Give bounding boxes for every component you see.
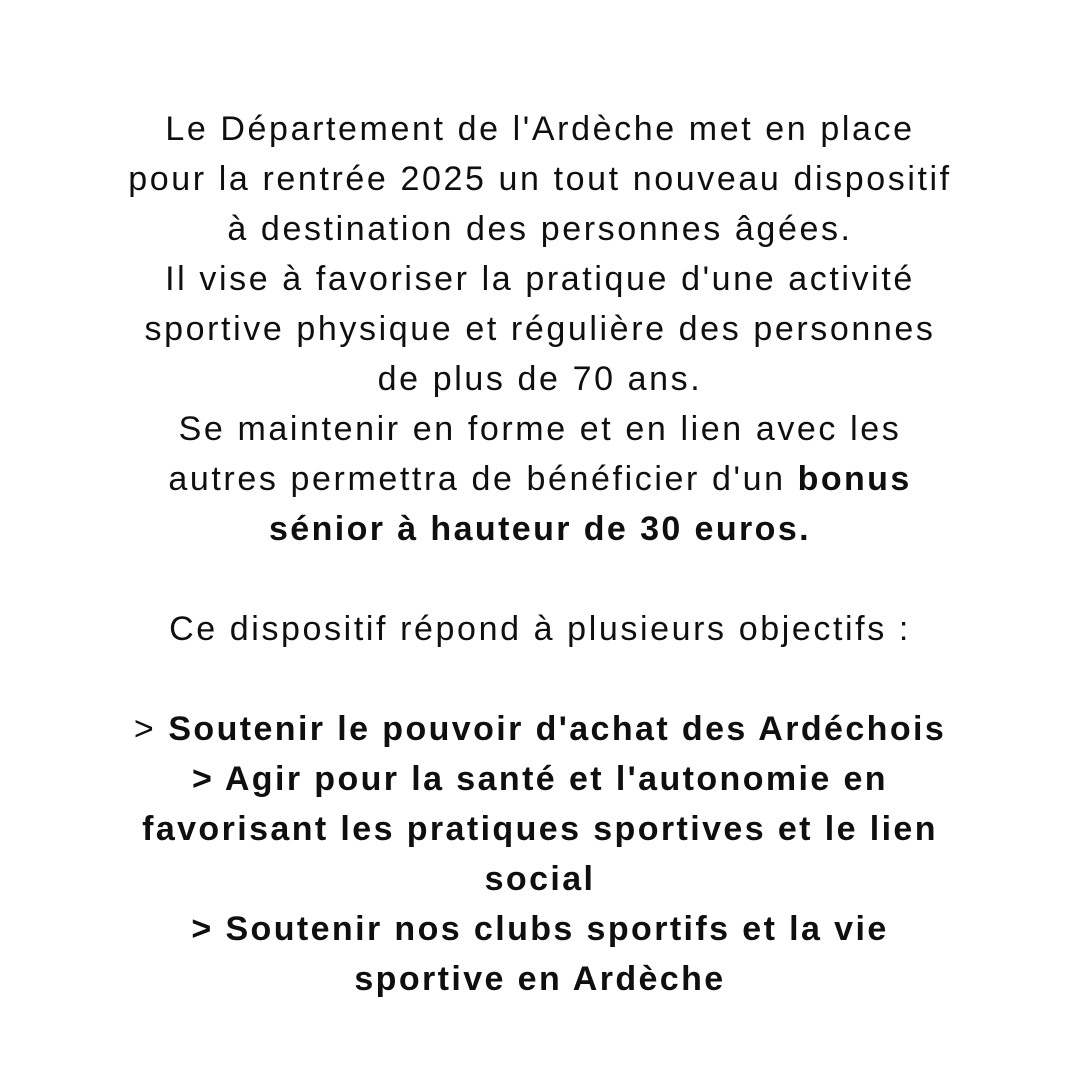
spacer <box>0 554 1080 604</box>
objectives-list <box>0 704 1080 1004</box>
bonus-amount-highlight: sénior à hauteur de 30 euros. <box>269 510 811 548</box>
intro-line-5: sportive physique et régulière des personnes <box>144 310 936 348</box>
objective-3-line-1: > Soutenir nos clubs sportifs et la vie <box>191 910 889 948</box>
objective-2-line-3: social <box>484 860 596 898</box>
objective-2-line-2: favorisant les pratiques sportives et le lien <box>142 810 938 848</box>
intro-line-6: de plus de 70 ans. <box>377 360 703 398</box>
objective-2-line-1: > Agir pour la santé et l'autonomie en <box>192 760 888 798</box>
bonus-highlight: bonus <box>797 460 912 498</box>
objective-3-line-2: sportive en Ardèche <box>354 960 726 998</box>
intro-line-8 <box>0 454 1080 504</box>
objective-item-1 <box>0 704 1080 754</box>
intro-line-4: Il vise à favoriser la pratique d'une activité <box>165 260 915 298</box>
intro-line-7: Se maintenir en forme et en lien avec les <box>178 410 902 448</box>
intro-line-2: pour la rentrée 2025 un tout nouveau dispositif <box>128 160 952 198</box>
intro-line-8-text: autres permettra de bénéficier d'un <box>168 460 798 498</box>
objectives-heading: Ce dispositif répond à plusieurs objectifs : <box>169 610 911 648</box>
objective-1-marker: > <box>133 710 169 748</box>
intro-paragraph <box>0 104 1080 554</box>
intro-line-1: Le Département de l'Ardèche met en place <box>165 110 915 148</box>
document-body <box>0 104 1080 1004</box>
spacer <box>0 654 1080 704</box>
intro-line-3: à destination des personnes âgées. <box>227 210 853 248</box>
objective-1-text: Soutenir le pouvoir d'achat des Ardéchois <box>168 710 947 748</box>
